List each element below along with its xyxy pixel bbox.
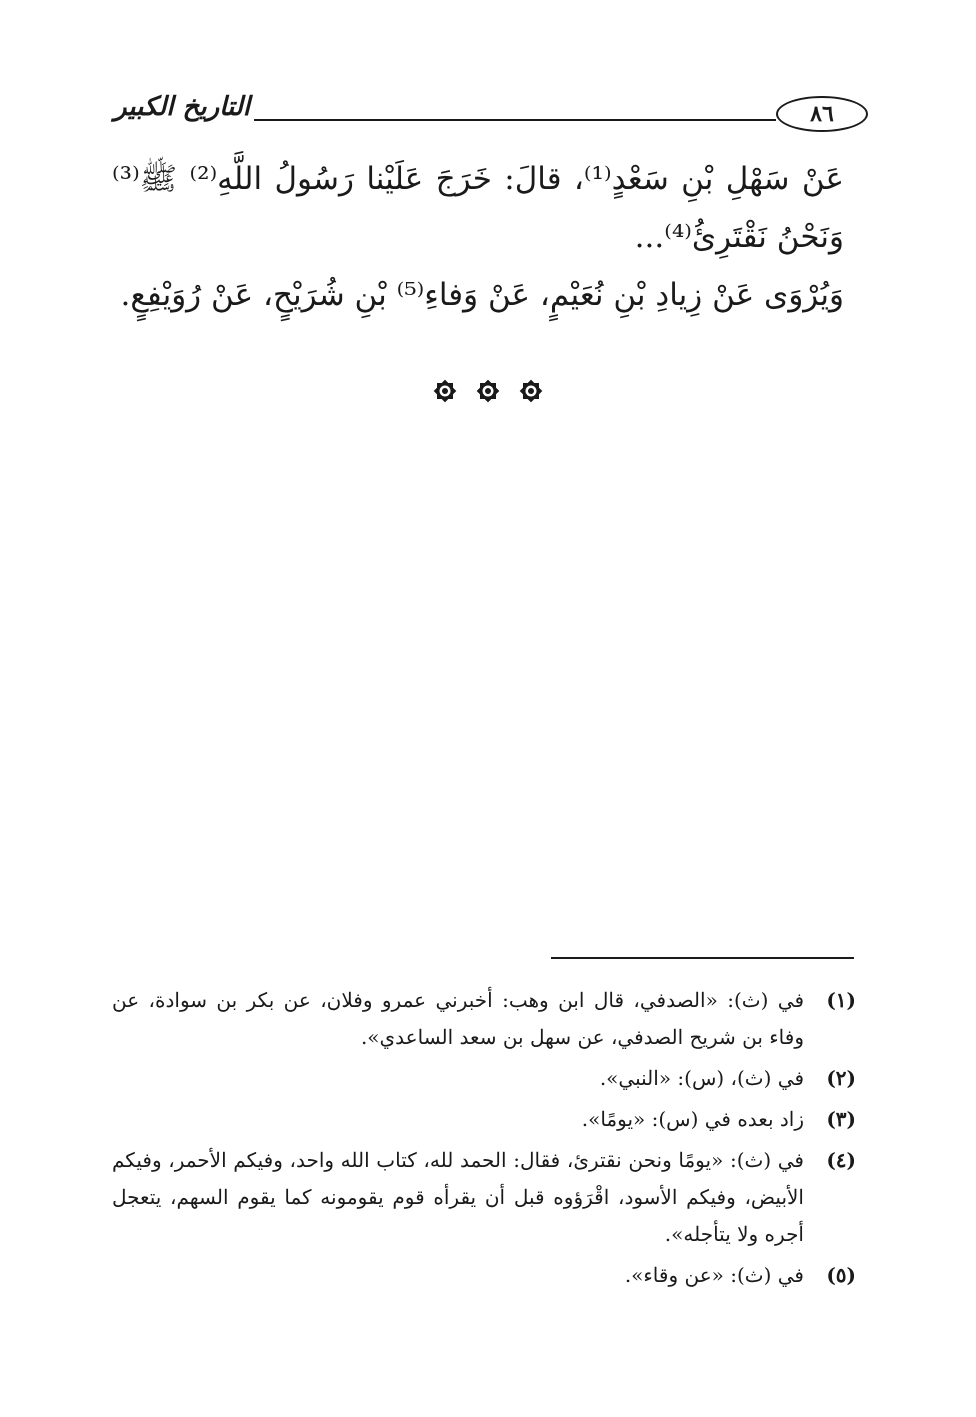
section-ornaments	[0, 378, 976, 404]
page-number: ٨٦	[776, 96, 868, 132]
star-ornament-icon	[518, 378, 544, 404]
footnote-text: في (ث): «عن وقاء».	[624, 1263, 804, 1287]
main-text	[112, 150, 844, 324]
footnote-number: (١)	[826, 988, 856, 1012]
footnote-4	[112, 1142, 856, 1253]
book-title: التاريخ الكبير	[113, 92, 251, 122]
footnote-1	[112, 982, 856, 1056]
header-rule	[254, 119, 776, 121]
paragraph-1: عَنْ سَهْلِ بْنِ سَعْدٍ⁽¹⁾، قالَ: خَرَجَ عَلَيْنا رَسُولُ اللَّهِ⁽²⁾ ﷺ⁽³⁾ وَنَحْنُ نَقْتَرِئُ⁽⁴⁾...	[112, 161, 844, 255]
footnote-number: (٥)	[826, 1263, 856, 1287]
footnote-3	[112, 1101, 856, 1138]
page-header	[112, 92, 868, 140]
footnote-text: في (ث): «الصدفي، قال ابن وهب: أخبرني عمرو وفلان، عن بكر بن سوادة، عن وفاء بن شريح الصدفي، عن سهل بن سعد الساعدي».	[112, 988, 804, 1049]
paragraph-2: وَيُرْوَى عَنْ زِيادِ بْنِ نُعَيْمٍ، عَنْ وَفاءِ⁽⁵⁾ بْنِ شُرَيْحٍ، عَنْ رُوَيْفِعٍ.	[120, 277, 844, 313]
star-ornament-icon	[475, 378, 501, 404]
footnote-number: (٢)	[826, 1066, 856, 1090]
footnote-text: في (ث): «يومًا ونحن نقترئ، فقال: الحمد لله، كتاب الله واحد، وفيكم الأحمر، وفيكم الأبيض، وفيكم الأسود، اقْرَؤوه قبل أن يقرأه قوم يقومونه كما يقوم السهم، يتعجل أجره ولا يتأجله».	[112, 1148, 804, 1246]
footnote-text: في (ث)، (س): «النبي».	[599, 1066, 804, 1090]
star-ornament-icon	[432, 378, 458, 404]
footnote-text: زاد بعده في (س): «يومًا».	[581, 1107, 804, 1131]
footnote-number: (٤)	[826, 1148, 856, 1172]
footnote-number: (٣)	[826, 1107, 856, 1131]
footnote-separator	[551, 957, 854, 959]
footnote-5	[112, 1257, 856, 1294]
footnotes	[112, 982, 856, 1298]
footnote-2	[112, 1060, 856, 1097]
